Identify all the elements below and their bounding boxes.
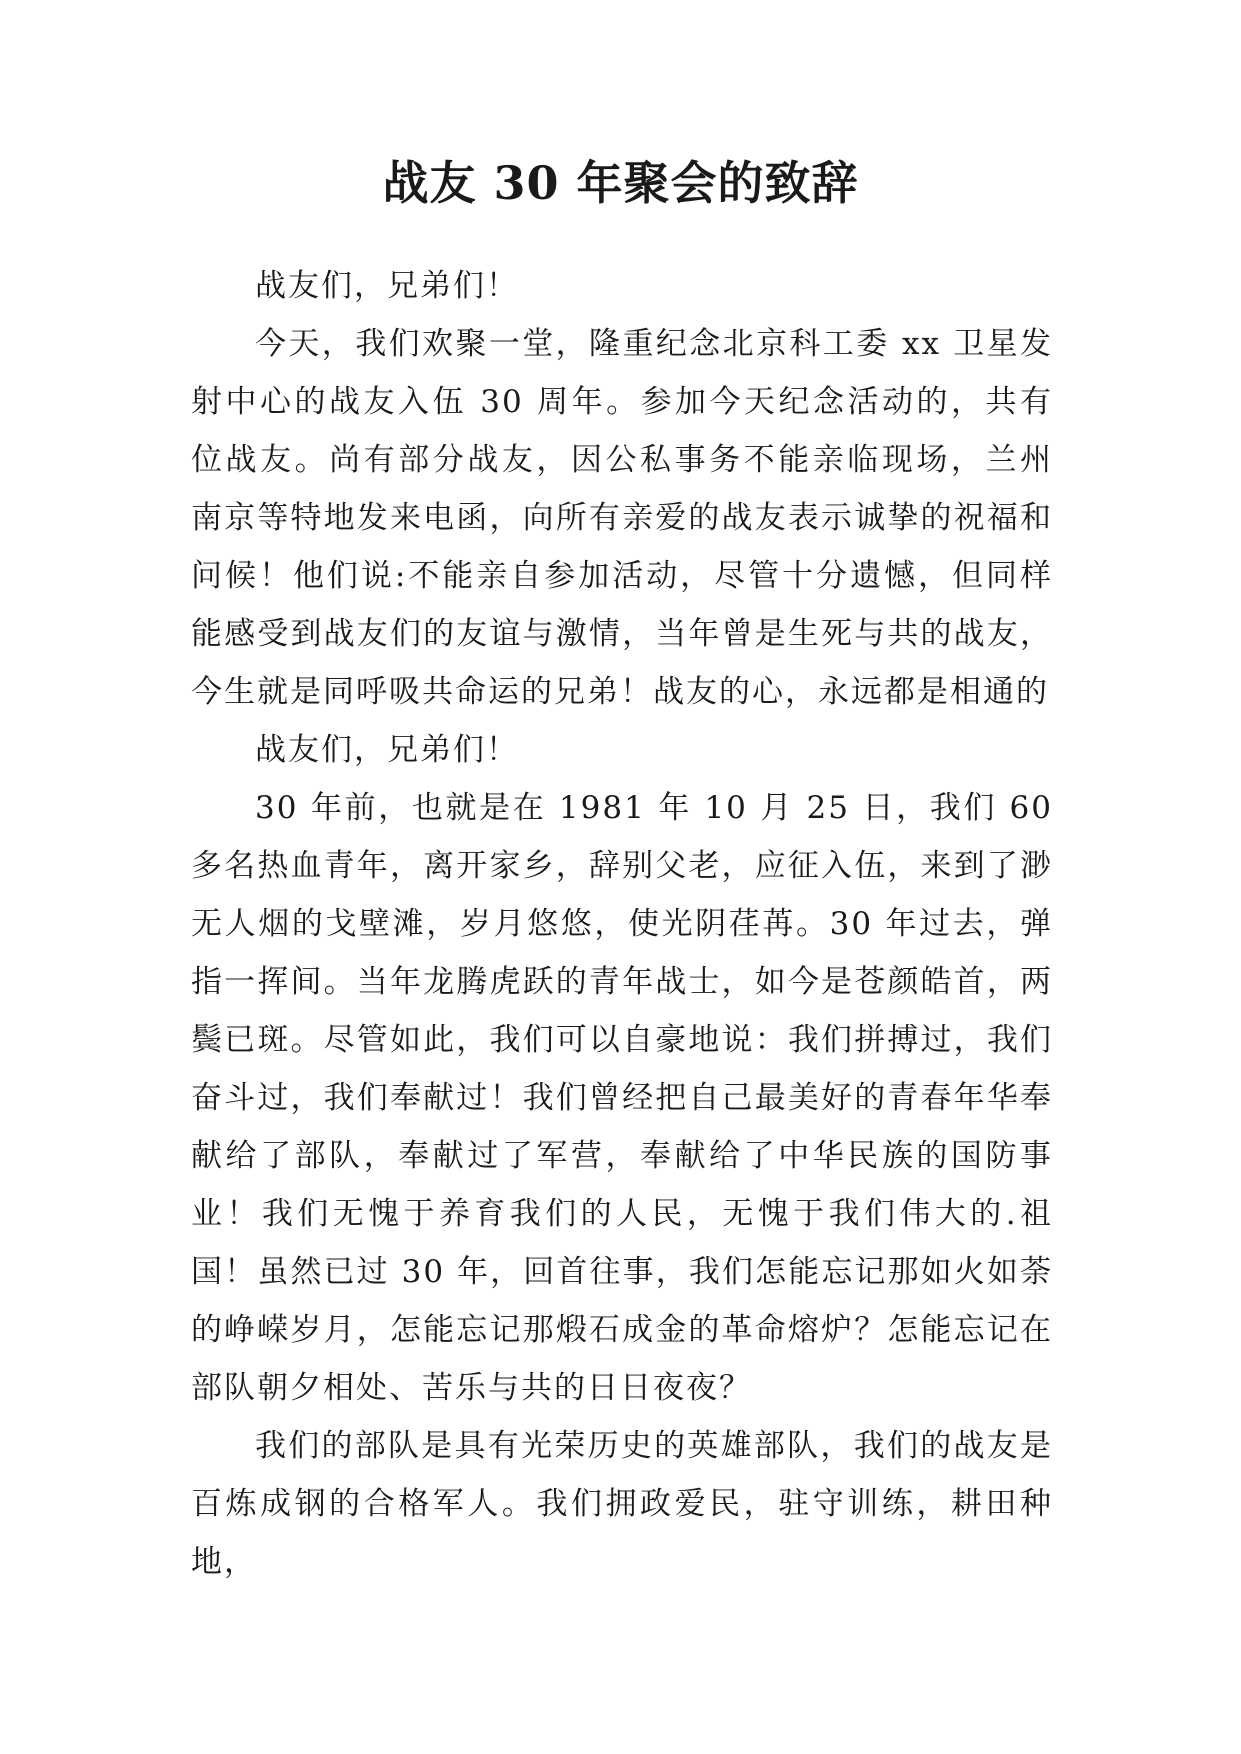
paragraph-greeting-repeat: 战友们，兄弟们！ (255, 732, 519, 768)
paragraph-recollection: 30 年前，也就是在 1981 年 10 月 25 日，我们 60 多名热血青年，离开家乡，辞别父老，应征入伍，来到了渺无人烟的戈壁滩，岁月悠悠，使光阴荏苒。30 年过去，弹指一挥间。当年龙腾虎跃的青年战士，如今是苍颜皓首，两鬓已斑。尽管如此，我们可以自豪地说：我们拼搏过，我们奋斗过，我们奉献过！我们曾经把自己最美好的青春年华奉献给了部队，奉献过了军营，奉献给了中华民族的国防事业！我们无愧于养育我们的人民，无愧于我们伟大的.祖国！虽然已过 30 年，回首往事，我们怎能忘记那如火如荼的峥嵘岁月，怎能忘记那煅石成金的革命熔炉？怎能忘记在部队朝夕相处、苦乐与共的日日夜夜？ (191, 790, 1053, 1406)
paragraph-opening: 今天，我们欢聚一堂，隆重纪念北京科工委 xx 卫星发射中心的战友入伍 30 周年。参加今天纪念活动的，共有 位战友。尚有部分战友，因公私事务不能亲临现场，兰州 南京等特地发来电函，向所有亲爱的战友表示诚挚的祝福和问候！他们说:不能亲自参加活动，尽管十分遗憾，但同样能感受到战友们的友谊与激情，当年曾是生死与共的战友，今生就是同呼吸共命运的兄弟！战友的心，永远都是相通的 (191, 326, 1053, 710)
document-body (191, 257, 1053, 1591)
paragraph-greeting: 战友们，兄弟们！ (255, 268, 519, 304)
document-title: 战友 30 年聚会的致辞 (382, 156, 859, 210)
paragraph-unit-history: 我们的部队是具有光荣历史的英雄部队，我们的战友是百炼成钢的合格军人。我们拥政爱民，驻守训练，耕田种地， (191, 1428, 1053, 1580)
